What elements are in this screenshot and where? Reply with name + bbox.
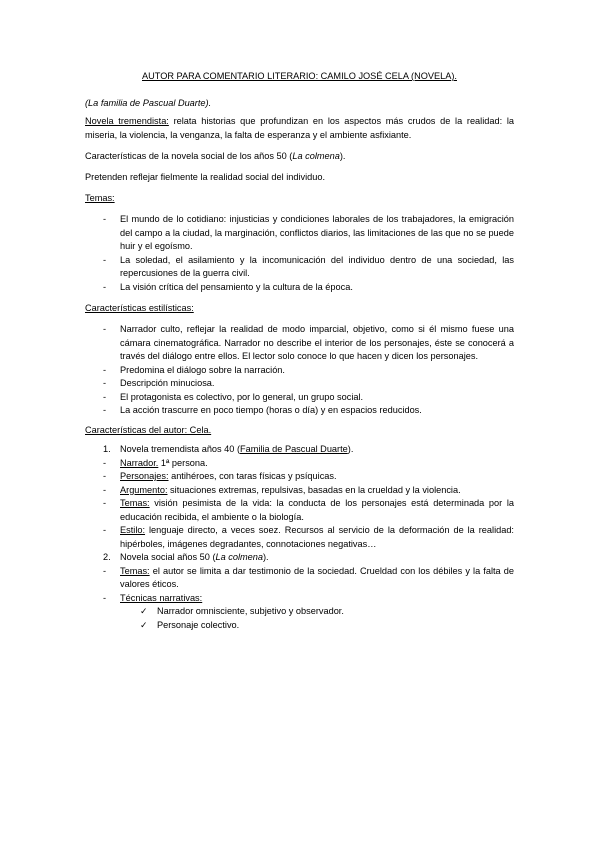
dash-marker: -	[103, 471, 107, 481]
temas-item-text: El mundo de lo cotidiano: injusticias y condiciones laborales de los trabajadores, la emigración del campo a la ciudad, la marginación, conflictos diarios, las limitaciones de las que no se puede huir y el egoísmo.	[120, 214, 514, 251]
checkmark-icon: ✓	[140, 606, 148, 616]
list-item	[85, 323, 514, 364]
document-title: AUTOR PARA COMENTARIO LITERARIO: CAMILO JOSÉ CELA (NOVELA).	[142, 71, 457, 81]
item-text: lenguaje directo, a veces soez. Recursos al servicio de la deformación de la realidad: hipérboles, imágenes degradantes, connotaciones negativas…	[120, 525, 514, 549]
dash-marker: -	[103, 364, 107, 375]
social50-work: La colmena	[292, 151, 340, 161]
n2-text: Novela social años 50 (	[120, 552, 216, 562]
tremendista-paragraph	[85, 115, 514, 142]
list-item	[85, 364, 514, 378]
check-list	[85, 605, 514, 632]
list-item	[85, 524, 514, 551]
social50-paragraph	[85, 150, 514, 164]
tremendista-label: Novela tremendista:	[85, 116, 169, 126]
item-text: el autor se limita a dar testimonio de la sociedad. Crueldad con los débiles y la falta de valores éticos.	[120, 565, 514, 589]
list-item	[85, 281, 514, 295]
list-item	[85, 377, 514, 391]
dash-marker: -	[103, 498, 107, 508]
n1-work: Familia de Pascual Duarte	[240, 444, 348, 454]
list-item	[85, 457, 514, 471]
item-label: Temas:	[120, 565, 150, 576]
n2-list	[85, 565, 514, 606]
list-item	[85, 254, 514, 281]
dash-marker: -	[103, 214, 107, 224]
estilisticas-item-text: El protagonista es colectivo, por lo general, un grupo social.	[120, 391, 364, 402]
autor-heading: Características del autor: Cela.	[85, 425, 212, 435]
list-item	[85, 592, 514, 606]
check-item-text: Narrador omnisciente, subjetivo y observador.	[157, 606, 344, 616]
list-item	[85, 619, 514, 633]
n2-work: La colmena	[215, 552, 263, 562]
temas-heading: Temas:	[85, 193, 115, 203]
tremendista-text: relata historias que profundizan en los aspectos más crudos de la realidad: la miseria, la violencia, la venganza, la falta de esperanza y el ambiente asfixiante.	[85, 116, 514, 140]
dash-marker: -	[103, 378, 107, 388]
checkmark-icon: ✓	[140, 619, 148, 630]
number-marker: 1.	[103, 444, 111, 454]
dash-marker: -	[103, 525, 107, 535]
estilisticas-heading: Características estilísticas:	[85, 303, 194, 313]
dash-marker: -	[103, 391, 107, 402]
social50-text: Características de la novela social de los años 50 (	[85, 151, 293, 161]
dash-marker: -	[103, 405, 107, 415]
estilisticas-item-text: Predomina el diálogo sobre la narración.	[120, 364, 285, 375]
n1-end: ).	[347, 444, 354, 454]
estilisticas-item-text: La acción trascurre en poco tiempo (horas o día) y en espacios reducidos.	[120, 405, 422, 415]
estilisticas-list	[85, 323, 514, 418]
temas-item-text: La visión crítica del pensamiento y la cultura de la época.	[120, 281, 353, 292]
item-text: situaciones extremas, repulsivas, basadas en la crueldad y la violencia.	[167, 484, 461, 495]
dash-marker: -	[103, 254, 107, 265]
item-label: Temas:	[120, 498, 150, 508]
numbered-item-2	[85, 551, 514, 565]
n1-text: Novela tremendista años 40 (	[120, 444, 241, 454]
item-label: Personajes:	[120, 471, 169, 481]
number-marker: 2.	[103, 552, 111, 562]
item-label: Estilo:	[120, 525, 146, 535]
list-item	[85, 391, 514, 405]
dash-marker: -	[103, 457, 107, 468]
list-item	[85, 470, 514, 484]
social50-end: ).	[339, 151, 346, 161]
item-label: Técnicas narrativas:	[120, 592, 203, 603]
autor-section	[85, 443, 514, 632]
n1-list	[85, 457, 514, 552]
dash-marker: -	[103, 484, 107, 495]
dash-marker: -	[103, 324, 107, 334]
list-item	[85, 404, 514, 418]
list-item	[85, 565, 514, 592]
document-subtitle: (La familia de Pascual Duarte).	[85, 98, 212, 108]
item-label: Narrador.	[120, 457, 159, 468]
dash-marker: -	[103, 565, 107, 576]
n2-end: ).	[263, 552, 269, 562]
list-item	[85, 497, 514, 524]
list-item	[85, 213, 514, 254]
estilisticas-item-text: Narrador culto, reflejar la realidad de modo imparcial, objetivo, como si él mismo fuese una cámara cinematográfica. Narrador no describe el interior de los personajes, éste se conocerá a través del diálogo entre ellos. El lector solo conoce lo que hacen y dicen los personajes.	[120, 324, 514, 361]
list-item	[85, 605, 514, 619]
item-text: antihéroes, con taras físicas y psíquicas.	[168, 471, 337, 481]
dash-marker: -	[103, 281, 107, 292]
list-item	[85, 484, 514, 498]
item-text: 1ª persona.	[158, 457, 208, 468]
check-item-text: Personaje colectivo.	[157, 619, 240, 630]
item-label: Argumento:	[120, 484, 168, 495]
pretenden-paragraph: Pretenden reflejar fielmente la realidad social del individuo.	[85, 172, 326, 182]
temas-list	[85, 213, 514, 294]
temas-item-text: La soledad, el asilamiento y la incomunicación del individuo dentro de una sociedad, las repercusiones de la guerra civil.	[120, 254, 514, 278]
dash-marker: -	[103, 592, 107, 603]
estilisticas-item-text: Descripción minuciosa.	[120, 378, 215, 388]
item-text: visión pesimista de la vida: la conducta de los personajes está determinada por la educación recibida, el ambiente o la biología.	[120, 498, 514, 522]
numbered-item-1	[85, 443, 514, 457]
